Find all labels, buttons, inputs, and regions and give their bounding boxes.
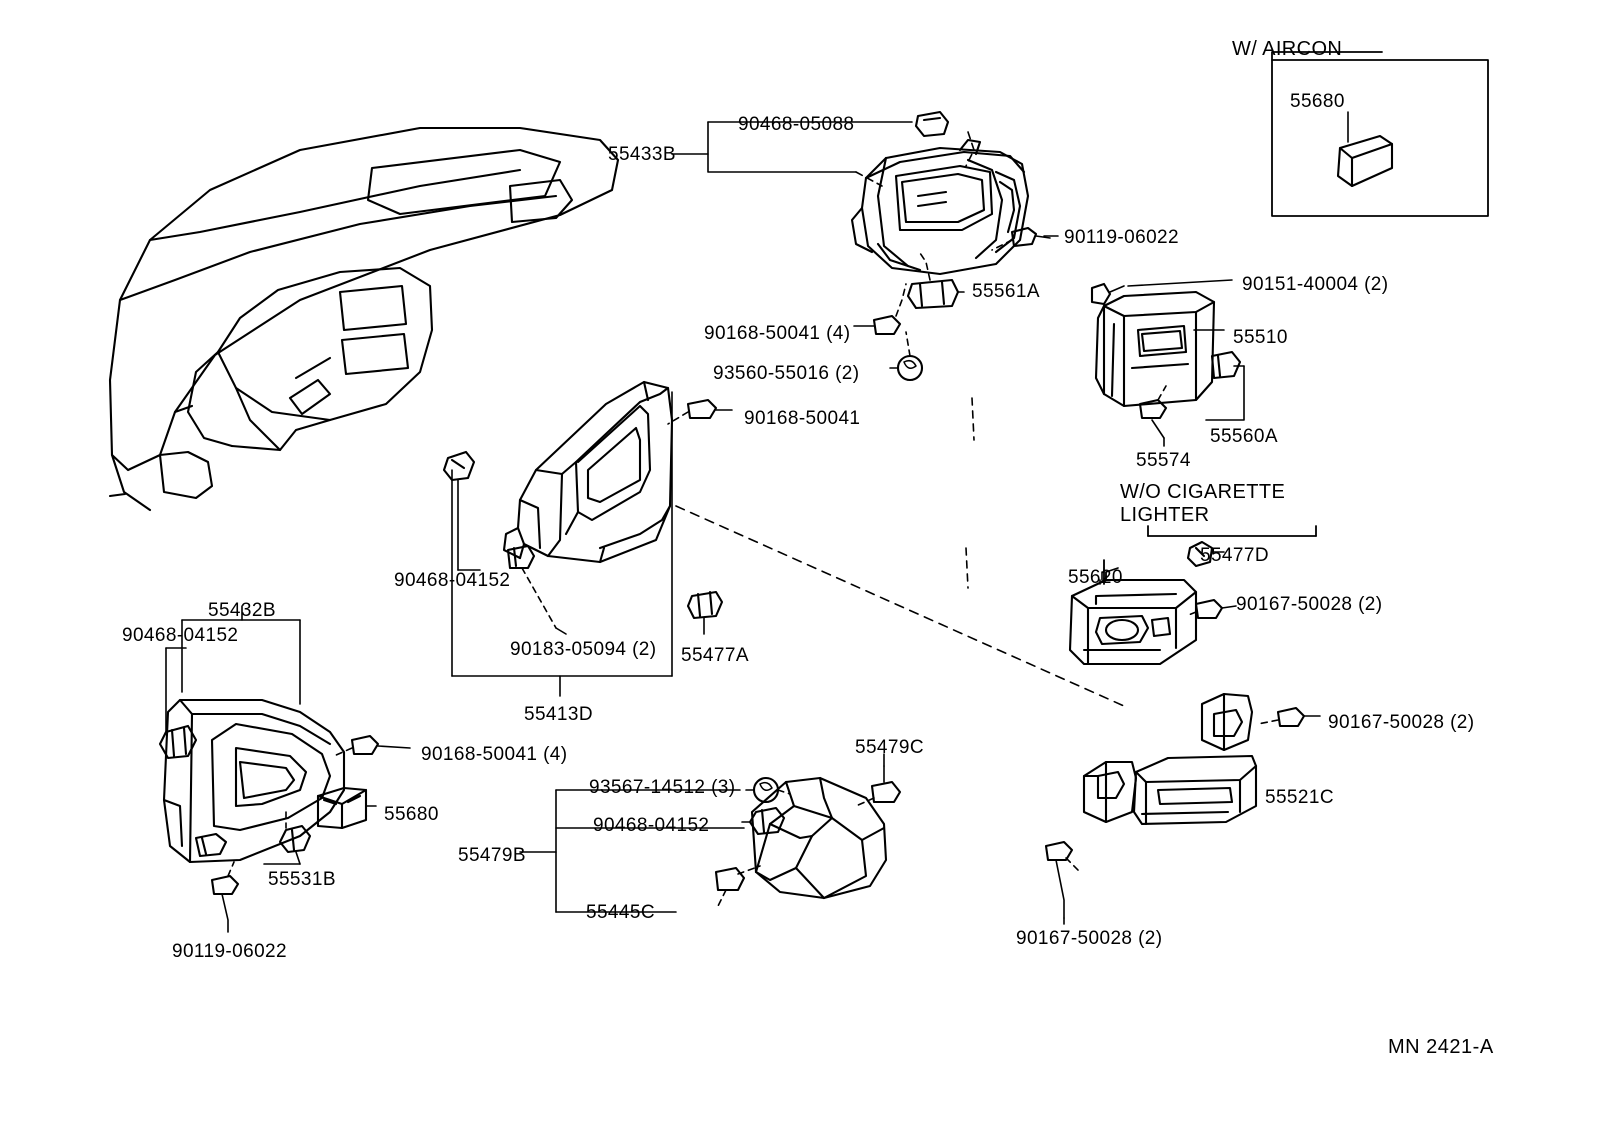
label-part-90468-04152-mid: 90468-04152 xyxy=(394,570,511,591)
label-part-55413D: 55413D xyxy=(524,704,593,725)
label-part-55445C: 55445C xyxy=(586,902,655,923)
label-part-90167-50028-2-upper: 90167-50028 (2) xyxy=(1236,594,1383,615)
label-part-55477D: 55477D xyxy=(1200,545,1269,566)
label-part-55477A: 55477A xyxy=(681,645,749,666)
label-part-93560-55016-2: 93560-55016 (2) xyxy=(713,363,860,384)
label-part-55561A: 55561A xyxy=(972,281,1040,302)
label-part-93567-14512-3: 93567-14512 (3) xyxy=(589,777,736,798)
label-part-55560A: 55560A xyxy=(1210,426,1278,447)
label-part-90468-04152-left: 90468-04152 xyxy=(122,625,239,646)
label-part-90167-50028-2-right: 90167-50028 (2) xyxy=(1328,712,1475,733)
label-part-55680-left: 55680 xyxy=(384,804,439,825)
label-part-90167-50028-2-lower: 90167-50028 (2) xyxy=(1016,928,1163,949)
label-part-55620: 55620 xyxy=(1068,567,1123,588)
label-part-90168-50041: 90168-50041 xyxy=(744,408,861,429)
diagram-id: MN 2421-A xyxy=(1388,1036,1494,1058)
label-part-90468-05088: 90468-05088 xyxy=(738,114,855,135)
label-part-55521C: 55521C xyxy=(1265,787,1334,808)
label-part-55680-aircon: 55680 xyxy=(1290,91,1345,112)
label-part-55479C: 55479C xyxy=(855,737,924,758)
label-part-90468-04152-bottom: 90468-04152 xyxy=(593,815,710,836)
label-part-55531B: 55531B xyxy=(268,869,336,890)
note-with-aircon: W/ AIRCON xyxy=(1232,38,1343,60)
label-part-55432B: 55432B xyxy=(208,600,276,621)
note-without-lighter-line2: LIGHTER xyxy=(1120,504,1210,526)
label-part-90183-05094-2: 90183-05094 (2) xyxy=(510,639,657,660)
label-part-55574: 55574 xyxy=(1136,450,1191,471)
label-part-55510: 55510 xyxy=(1233,327,1288,348)
label-part-90151-40004-2: 90151-40004 (2) xyxy=(1242,274,1389,295)
label-part-90119-06022-left: 90119-06022 xyxy=(172,941,287,962)
label-part-90168-50041-4-top: 90168-50041 (4) xyxy=(704,323,851,344)
note-without-lighter-line1: W/O CIGARETTE xyxy=(1120,481,1286,503)
label-part-55433B: 55433B xyxy=(608,144,676,165)
label-part-90119-06022-top: 90119-06022 xyxy=(1064,227,1179,248)
label-part-55479B: 55479B xyxy=(458,845,526,866)
label-part-90168-50041-4-left: 90168-50041 (4) xyxy=(421,744,568,765)
